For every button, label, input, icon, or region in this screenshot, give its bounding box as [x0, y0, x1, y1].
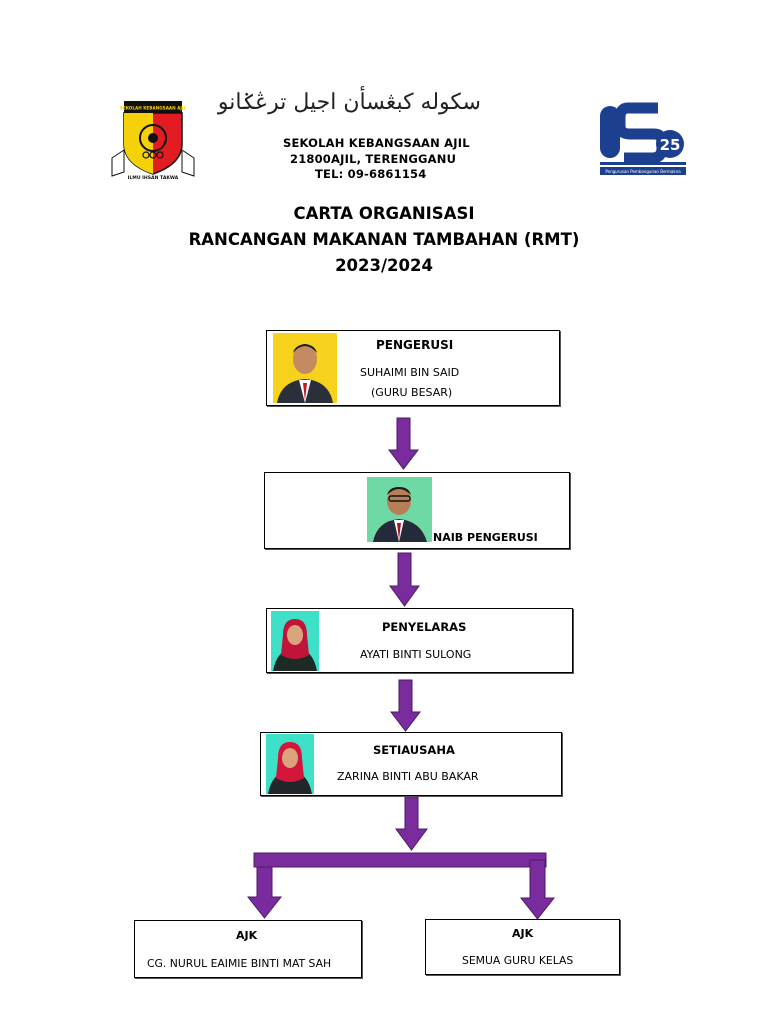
pengerusi-name: SUHAIMI BIN SAID — [360, 366, 460, 379]
school-address: 21800AJIL, TERENGGANU — [290, 152, 457, 166]
chart-title-line2: RANCANGAN MAKANAN TAMBAHAN (RMT) — [188, 230, 580, 249]
chart-title-line3: 2023/2024 — [335, 256, 433, 275]
school-name: SEKOLAH KEBANGSAAN AJIL — [283, 136, 470, 150]
ajk-left-name: CG. NURUL EAIMIE BINTI MAT SAH — [147, 957, 332, 970]
arrow-pengerusi-to-naib — [389, 418, 418, 469]
crest-banner-text: SEKOLAH KEBANGSAAN AJIL — [119, 105, 187, 111]
setiausaha-role: SETIAUSAHA — [373, 743, 455, 757]
penyelaras-name: AYATI BINTI SULONG — [360, 648, 472, 661]
anniversary-caption: Pengurusan Pembangunan Bermakna — [605, 169, 681, 174]
arabic-school-name: سكولە كبڠسأن اجيل ترڠݢانو — [217, 90, 481, 115]
naib-pengerusi-role: NAIB PENGERUSI — [433, 531, 538, 544]
penyelaras-photo — [271, 611, 319, 671]
setiausaha-photo — [266, 734, 314, 794]
arrow-setiausaha-down — [396, 797, 427, 850]
setiausaha-name: ZARINA BINTI ABU BAKAR — [337, 770, 479, 783]
anniversary-number: 25 — [659, 136, 681, 154]
crest-motto-text: ILMU IHSAN TAKWA — [127, 176, 179, 181]
school-phone: TEL: 09-6861154 — [315, 167, 427, 181]
chart-title-line1: CARTA ORGANISASI — [293, 204, 475, 223]
arrow-to-ajk-right — [521, 860, 554, 919]
penyelaras-role: PENYELARAS — [382, 620, 467, 634]
horizontal-branch-bar — [254, 853, 546, 867]
naib-pengerusi-photo — [367, 477, 432, 542]
ajk-right-role: AJK — [512, 927, 534, 940]
arrow-to-ajk-left — [248, 867, 281, 918]
pengerusi-photo — [273, 333, 337, 403]
pengerusi-role: PENGERUSI — [376, 338, 454, 352]
ajk-right-name: SEMUA GURU KELAS — [462, 954, 574, 967]
ajk-left-role: AJK — [236, 929, 258, 942]
pengerusi-note: (GURU BESAR) — [371, 386, 453, 399]
arrow-penyelaras-to-setiausaha — [391, 680, 420, 731]
arrow-naib-to-penyelaras — [390, 553, 419, 606]
